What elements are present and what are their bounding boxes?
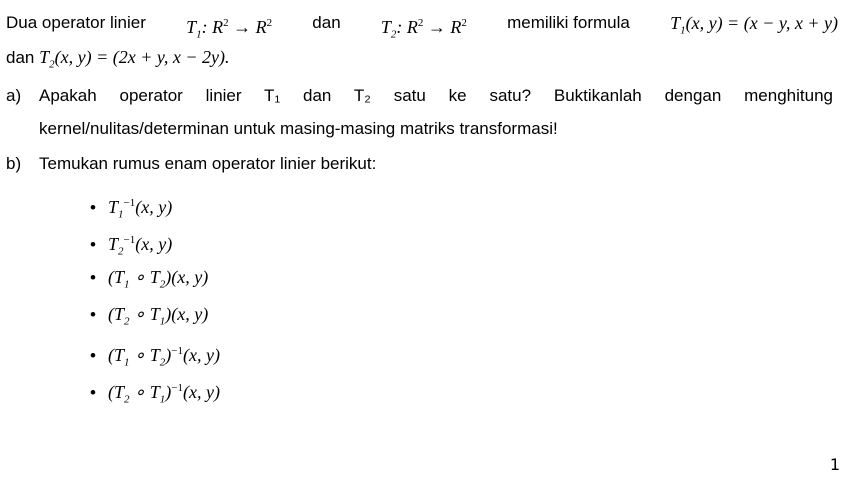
list-item [90,340,220,374]
question-a-text-line2: kernel/nulitas/determinan untuk masing-masing matriks transformasi! [39,119,558,138]
formula-t1-inverse: $T_1^{-1}(x$, y) [108,197,173,221]
formula-t2-inverse: $T_2^{-1}(x$, y) [108,234,173,258]
math-t2-def: $T_2$: $R^2 \to R^2$ [380,17,467,41]
bullet-icon: • [90,198,96,217]
intro-text-4: dan [6,48,35,67]
list-item [90,229,172,263]
page-number: 1 [829,455,840,474]
math-t1-formula: $T_1(x$, y) = (x − y, x + y) [670,13,838,37]
list-item [90,266,208,296]
math-t1-def: $T_1$: $R^2 \to R^2$ [186,17,273,41]
bullet-icon: • [90,305,96,324]
question-a-cont [39,118,558,140]
formula-t2t1-inverse: ($T_2$ ∘ $T_1)^{-1}(x$, y) [108,382,220,406]
question-a-text-line1: Apakah operator linier T₁ dan T₂ satu ke satu? Buktikanlah dengan menghitung [39,86,833,105]
list-item [90,192,172,226]
bullet-icon: • [90,268,96,287]
bullet-icon: • [90,235,96,254]
intro-text-3: memiliki formula [507,13,630,32]
question-b [6,153,376,175]
intro-line-1 [6,12,838,46]
question-b-label: b) [6,154,22,173]
bullet-icon: • [90,346,96,365]
intro-text-1: Dua operator linier [6,13,146,32]
math-t2-formula: $T_2(x$, y) = (2x + y, x − 2y). [39,47,230,71]
formula-t2-compose-t1: ($T_2$ ∘ $T_1)(x$, y) [108,304,209,328]
question-b-text: Temukan rumus enam operator linier berikut: [39,154,377,173]
bullet-icon: • [90,383,96,402]
intro-text-2: dan [312,13,341,32]
question-a-label: a) [6,86,22,105]
list-item [90,303,208,333]
formula-t1t2-inverse: ($T_1$ ∘ $T_2)^{-1}(x$, y) [108,345,220,369]
intro-line-2 [6,46,229,76]
list-item [90,377,220,411]
question-a [6,85,838,107]
formula-t1-compose-t2: ($T_1$ ∘ $T_2)(x$, y) [108,267,209,291]
